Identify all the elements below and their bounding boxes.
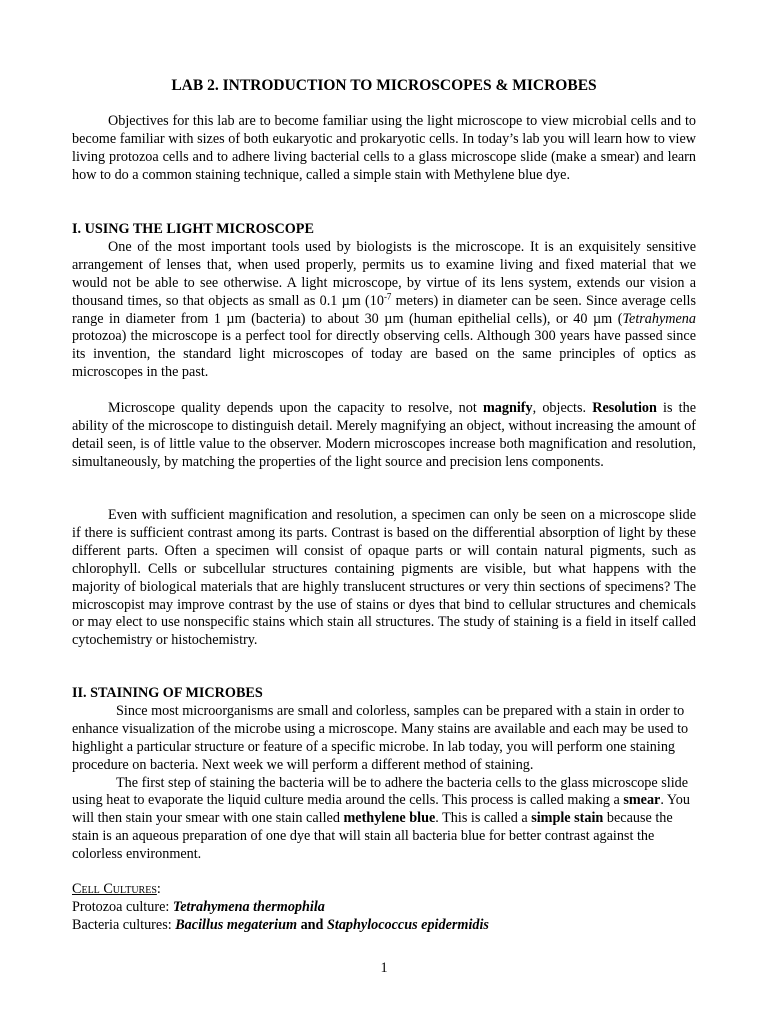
section-microscope xyxy=(72,221,696,382)
bacteria-species-1: Bacillus megaterium xyxy=(175,916,298,933)
section-1-heading: I. USING THE LIGHT MICROSCOPE xyxy=(72,221,314,237)
section-1-paragraph-1: One of the most important tools used by biologists is the microscope. It is an exquisitely sensitive arrangement of lenses that, when used properly, permits us to examine living and fixed material that we would not be able to see otherwise. A light microscope, by virtue of its lens system, extends our vision a thousand times, so that objects as small as 0.1 µm ($10^{-7}$ meters) in diameter can be seen. Since average cells range in diameter from 1 µm (bacteria) to about 30 µm (human epithelial cells), or 40 µm (Tetrahymena protozoa) the microscope is a perfect tool for directly observing cells. Although 300 years have passed since its invention, the standard light microscopes of today are based on the same principles of optics as microscopes in the past. xyxy=(72,238,696,381)
exponent: -7 xyxy=(383,290,392,301)
cell-cultures-block xyxy=(72,881,696,935)
section-1-paragraph-3: Even with sufficient magnification and resolution, a specimen can only be seen on a microscope slide if there is sufficient contrast among its parts. Contrast is based on the differential absorption of light by these different parts. Often a specimen will consist of opaque parts or will contain natural pigments, such as chlorophyll. Cells or subcellular structures containing pigments are visible, but what happens with the majority of biological materials that are highly translucent structures or very thin sections of specimens? The microscopist may improve contrast by the use of stains or dyes that bind to cellular structures and chemicals or may elect to use nonspecific stains which stain all structures. The study of staining is a field in itself called cytochemistry or histochemistry. xyxy=(72,507,696,649)
section-2-paragraph-1: Since most microorganisms are small and colorless, samples can be prepared with a stain in order to enhance visualization of the microbe using a microscope. Many stains are available and each may be used to highlight a particular structure or feature of a specific microbe. In lab today, you will perform one staining procedure on bacteria. Next week we will perform a different method of staining. xyxy=(72,702,689,773)
methylene-blue-term: methylene blue xyxy=(343,810,436,827)
section-1-paragraph-2: Microscope quality depends upon the capacity to resolve, not magnify, objects. Resolution is the ability of the microscope to distinguish detail. Merely magnifying an object, without increasing the amount of detail seen, is of little value to the observer. Modern microscopes increase both magnification and resolution, simultaneously, by matching the properties of the light source and precision lens components. xyxy=(72,400,696,470)
magnify-term: magnify xyxy=(482,400,533,416)
section-2-paragraph-2: The first step of staining the bacteria will be to adhere the bacteria cells to the glass microscope slide using heat to evaporate the liquid culture media around the cells. This process is called making a smear. You will then stain your smear with one stain called methylene blue. This is called a simple stain because the stain is an aqueous preparation of one dye that will stain all bacteria blue for better contrast against the colorless environment. xyxy=(72,774,690,863)
protozoa-species: Tetrahymena thermophila xyxy=(172,898,325,915)
section-staining xyxy=(72,685,696,864)
section-2-heading: II. STAINING OF MICROBES xyxy=(72,685,263,701)
resolution-term: Resolution xyxy=(592,400,657,416)
bacteria-cultures-line: Bacteria cultures: Bacillus megaterium and Staphylococcus epidermidis xyxy=(72,916,489,933)
simple-stain-term: simple stain xyxy=(531,810,604,827)
cell-cultures-heading: Cell Cultures: xyxy=(72,881,161,897)
page-title: LAB 2. INTRODUCTION TO MICROSCOPES & MICROBES xyxy=(171,77,597,94)
protozoa-culture-line: Protozoa culture: Tetrahymena thermophila xyxy=(72,898,325,915)
smear-term: smear xyxy=(623,792,661,809)
page-number: 1 xyxy=(380,960,388,976)
bacteria-species-2: Staphylococcus epidermidis xyxy=(326,916,489,933)
objectives-paragraph: Objectives for this lab are to become familiar using the light microscope to view microbial cells and to become familiar with sizes of both eukaryotic and prokaryotic cells. In today’s lab you will learn how to view living protozoa cells and to adhere living bacterial cells to a glass microscope slide (make a smear) and learn how to do a common staining technique, called a simple stain with Methylene blue dye. xyxy=(72,113,696,183)
tetrahymena-term: Tetrahymena xyxy=(622,310,696,327)
